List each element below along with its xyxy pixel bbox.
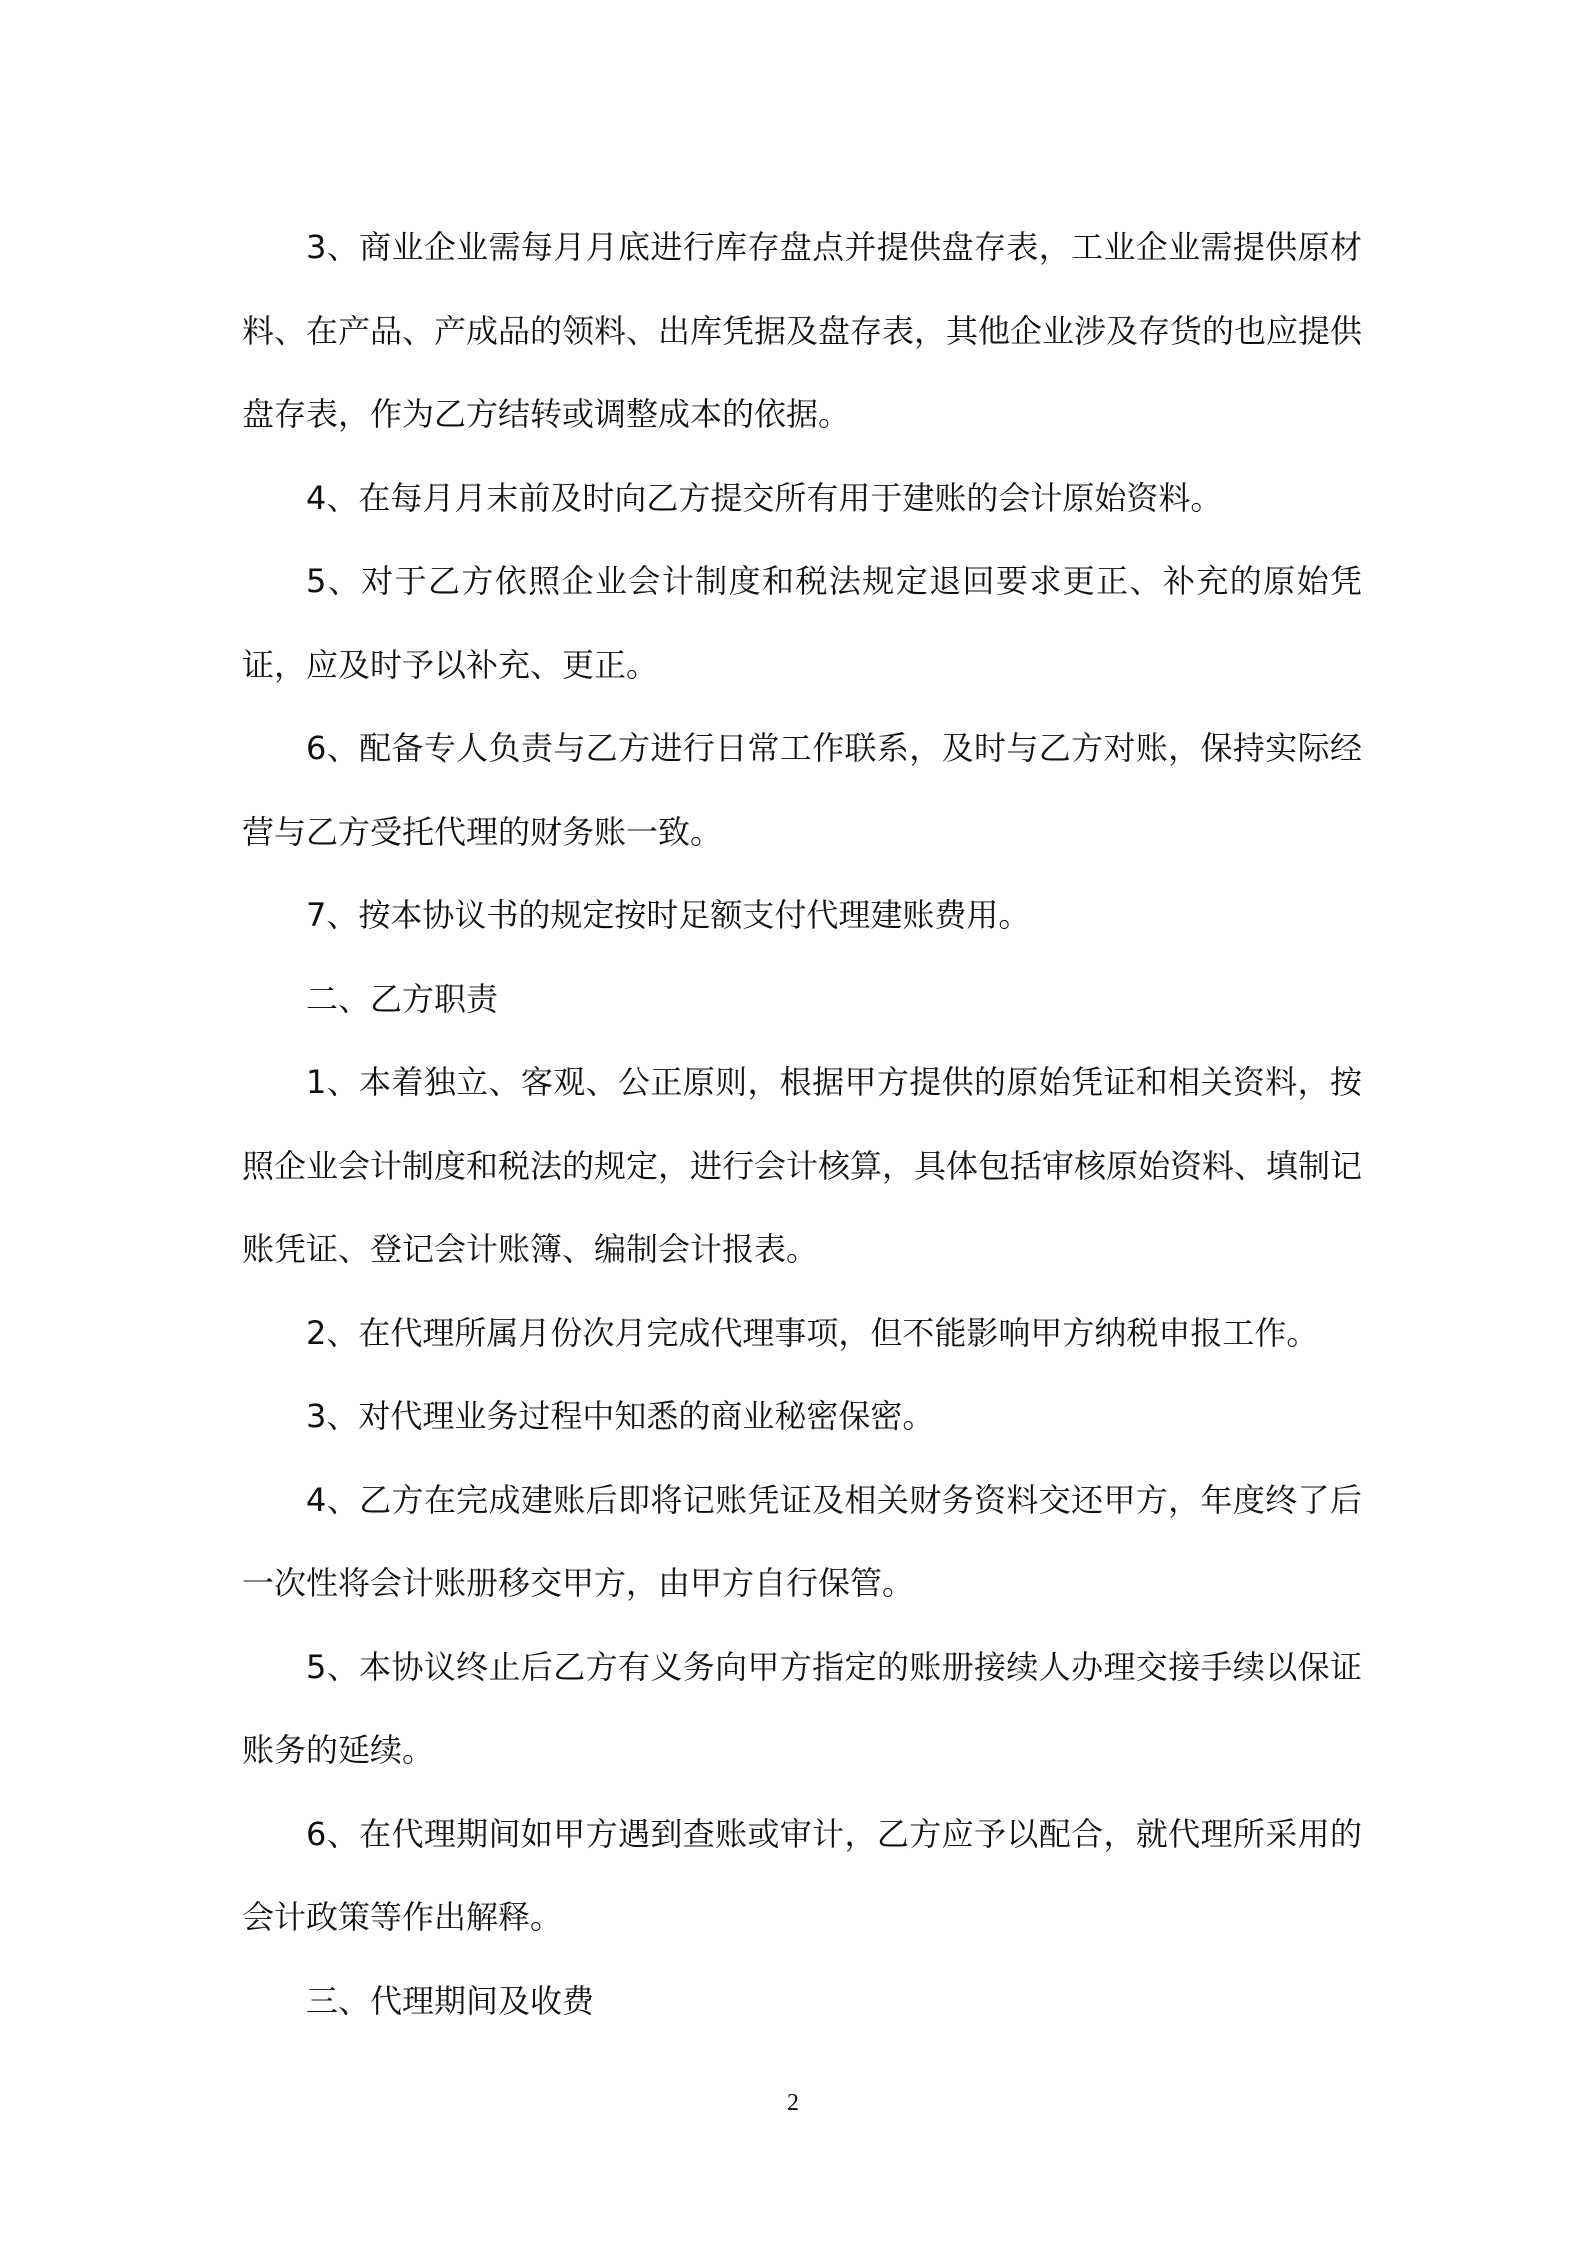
paragraph-completion-timing: 2、在代理所属月份次月完成代理事项，但不能影响甲方纳税申报工作。 (306, 1313, 1319, 1352)
page-number: 2 (787, 2090, 799, 2116)
paragraph-dedicated-contact: 6、配备专人负责与乙方进行日常工作联系，及时与乙方对账，保持实际经营与乙方受托代理的财务账一致。 (242, 729, 1362, 851)
section-heading-party-b-duties: 二、乙方职责 (306, 979, 499, 1018)
document-body (242, 206, 1362, 2043)
paragraph-handover: 5、本协议终止后乙方有义务向甲方指定的账册接续人办理交接手续以保证账务的延续。 (242, 1647, 1362, 1769)
paragraph-accounting-principles: 1、本着独立、客观、公正原则，根据甲方提供的原始凭证和相关资料，按照企业会计制度和税法的规定，进行会计核算，具体包括审核原始资料、填制记账凭证、登记会计账簿、编制会计报表。 (242, 1063, 1363, 1268)
paragraph-pay-fees: 7、按本协议书的规定按时足额支付代理建账费用。 (306, 896, 1031, 934)
paragraph-confidentiality: 3、对代理业务过程中知悉的商业秘密保密。 (306, 1397, 935, 1435)
paragraph-merchant-inventory: 3、商业企业需每月月底进行库存盘点并提供盘存表，工业企业需提供原材料、在产品、产成品的领料、出库凭据及盘存表，其他企业涉及存货的也应提供盘存表，作为乙方结转或调整成本的依据。 (242, 228, 1363, 433)
paragraph-audit-cooperation: 6、在代理期间如甲方遇到查账或审计，乙方应予以配合，就代理所采用的会计政策等作出解释。 (242, 1814, 1362, 1936)
paragraph-return-records: 4、乙方在完成建账后即将记账凭证及相关财务资料交还甲方，年度终了后一次性将会计账册移交甲方，由甲方自行保管。 (242, 1480, 1362, 1602)
paragraph-submit-materials: 4、在每月月末前及时向乙方提交所有用于建账的会计原始资料。 (306, 478, 1223, 517)
section-heading-period-and-fees: 三、代理期间及收费 (306, 1981, 595, 2020)
paragraph-correct-vouchers: 5、对于乙方依照企业会计制度和税法规定退回要求更正、补充的原始凭证，应及时予以补充、更正。 (242, 562, 1362, 684)
